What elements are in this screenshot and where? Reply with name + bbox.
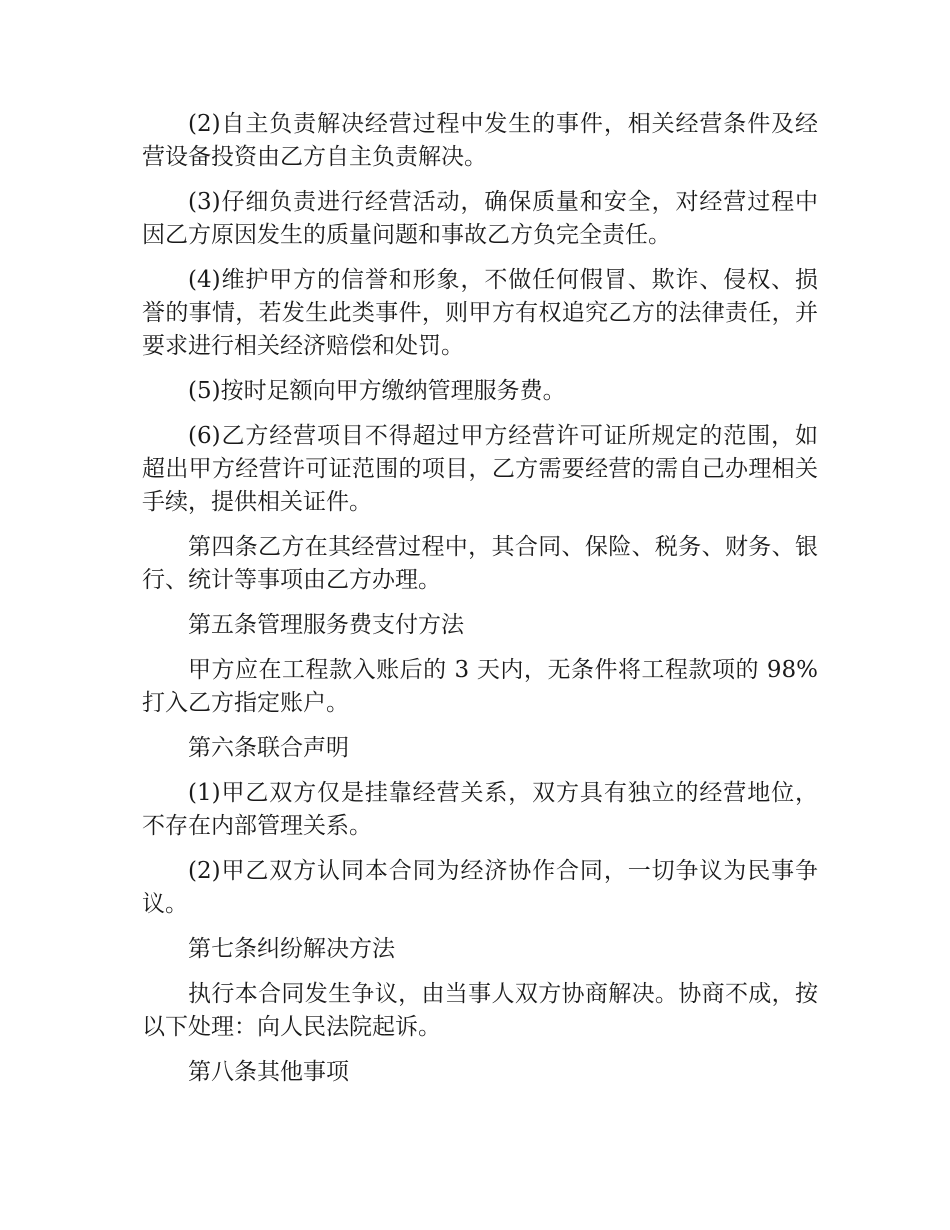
clause-5-paragraph: (5)按时足额向甲方缴纳管理服务费。	[188, 378, 566, 404]
article-7-paragraph: 执行本合同发生争议，由当事人双方协商解决。协商不成，按以下处理：向人民法院起诉。	[142, 981, 818, 1040]
clause-2-paragraph: (2)自主负责解决经营过程中发生的事件，相关经营条件及经营设备投资由乙方自主负责解决。	[142, 111, 818, 170]
article-6-clause-2: (2)甲乙双方认同本合同为经济协作合同，一切争议为民事争议。	[142, 858, 818, 917]
clause-4-paragraph: (4)维护甲方的信誉和形象，不做任何假冒、欺诈、侵权、损誉的事情，若发生此类事件，则甲方有权追究乙方的法律责任，并要求进行相关经济赔偿和处罚。	[142, 267, 818, 359]
article-4-paragraph: 第四条乙方在其经营过程中，其合同、保险、税务、财务、银行、统计等事项由乙方办理。	[142, 534, 818, 593]
article-5-heading: 第五条管理服务费支付方法	[188, 612, 464, 638]
article-8-heading: 第八条其他事项	[188, 1059, 349, 1085]
document-page	[142, 108, 818, 1101]
clause-6-paragraph: (6)乙方经营项目不得超过甲方经营许可证所规定的范围，如超出甲方经营许可证范围的项目，乙方需要经营的需自己办理相关手续，提供相关证件。	[142, 423, 818, 515]
article-6-heading: 第六条联合声明	[188, 735, 349, 761]
article-5-paragraph: 甲方应在工程款入账后的 3 天内，无条件将工程款项的 98%打入乙方指定账户。	[142, 657, 818, 716]
article-6-clause-1: (1)甲乙双方仅是挂靠经营关系，双方具有独立的经营地位，不存在内部管理关系。	[142, 780, 818, 839]
clause-3-paragraph: (3)仔细负责进行经营活动，确保质量和安全，对经营过程中因乙方原因发生的质量问题和事故乙方负完全责任。	[142, 189, 818, 248]
article-7-heading: 第七条纠纷解决方法	[188, 936, 395, 962]
